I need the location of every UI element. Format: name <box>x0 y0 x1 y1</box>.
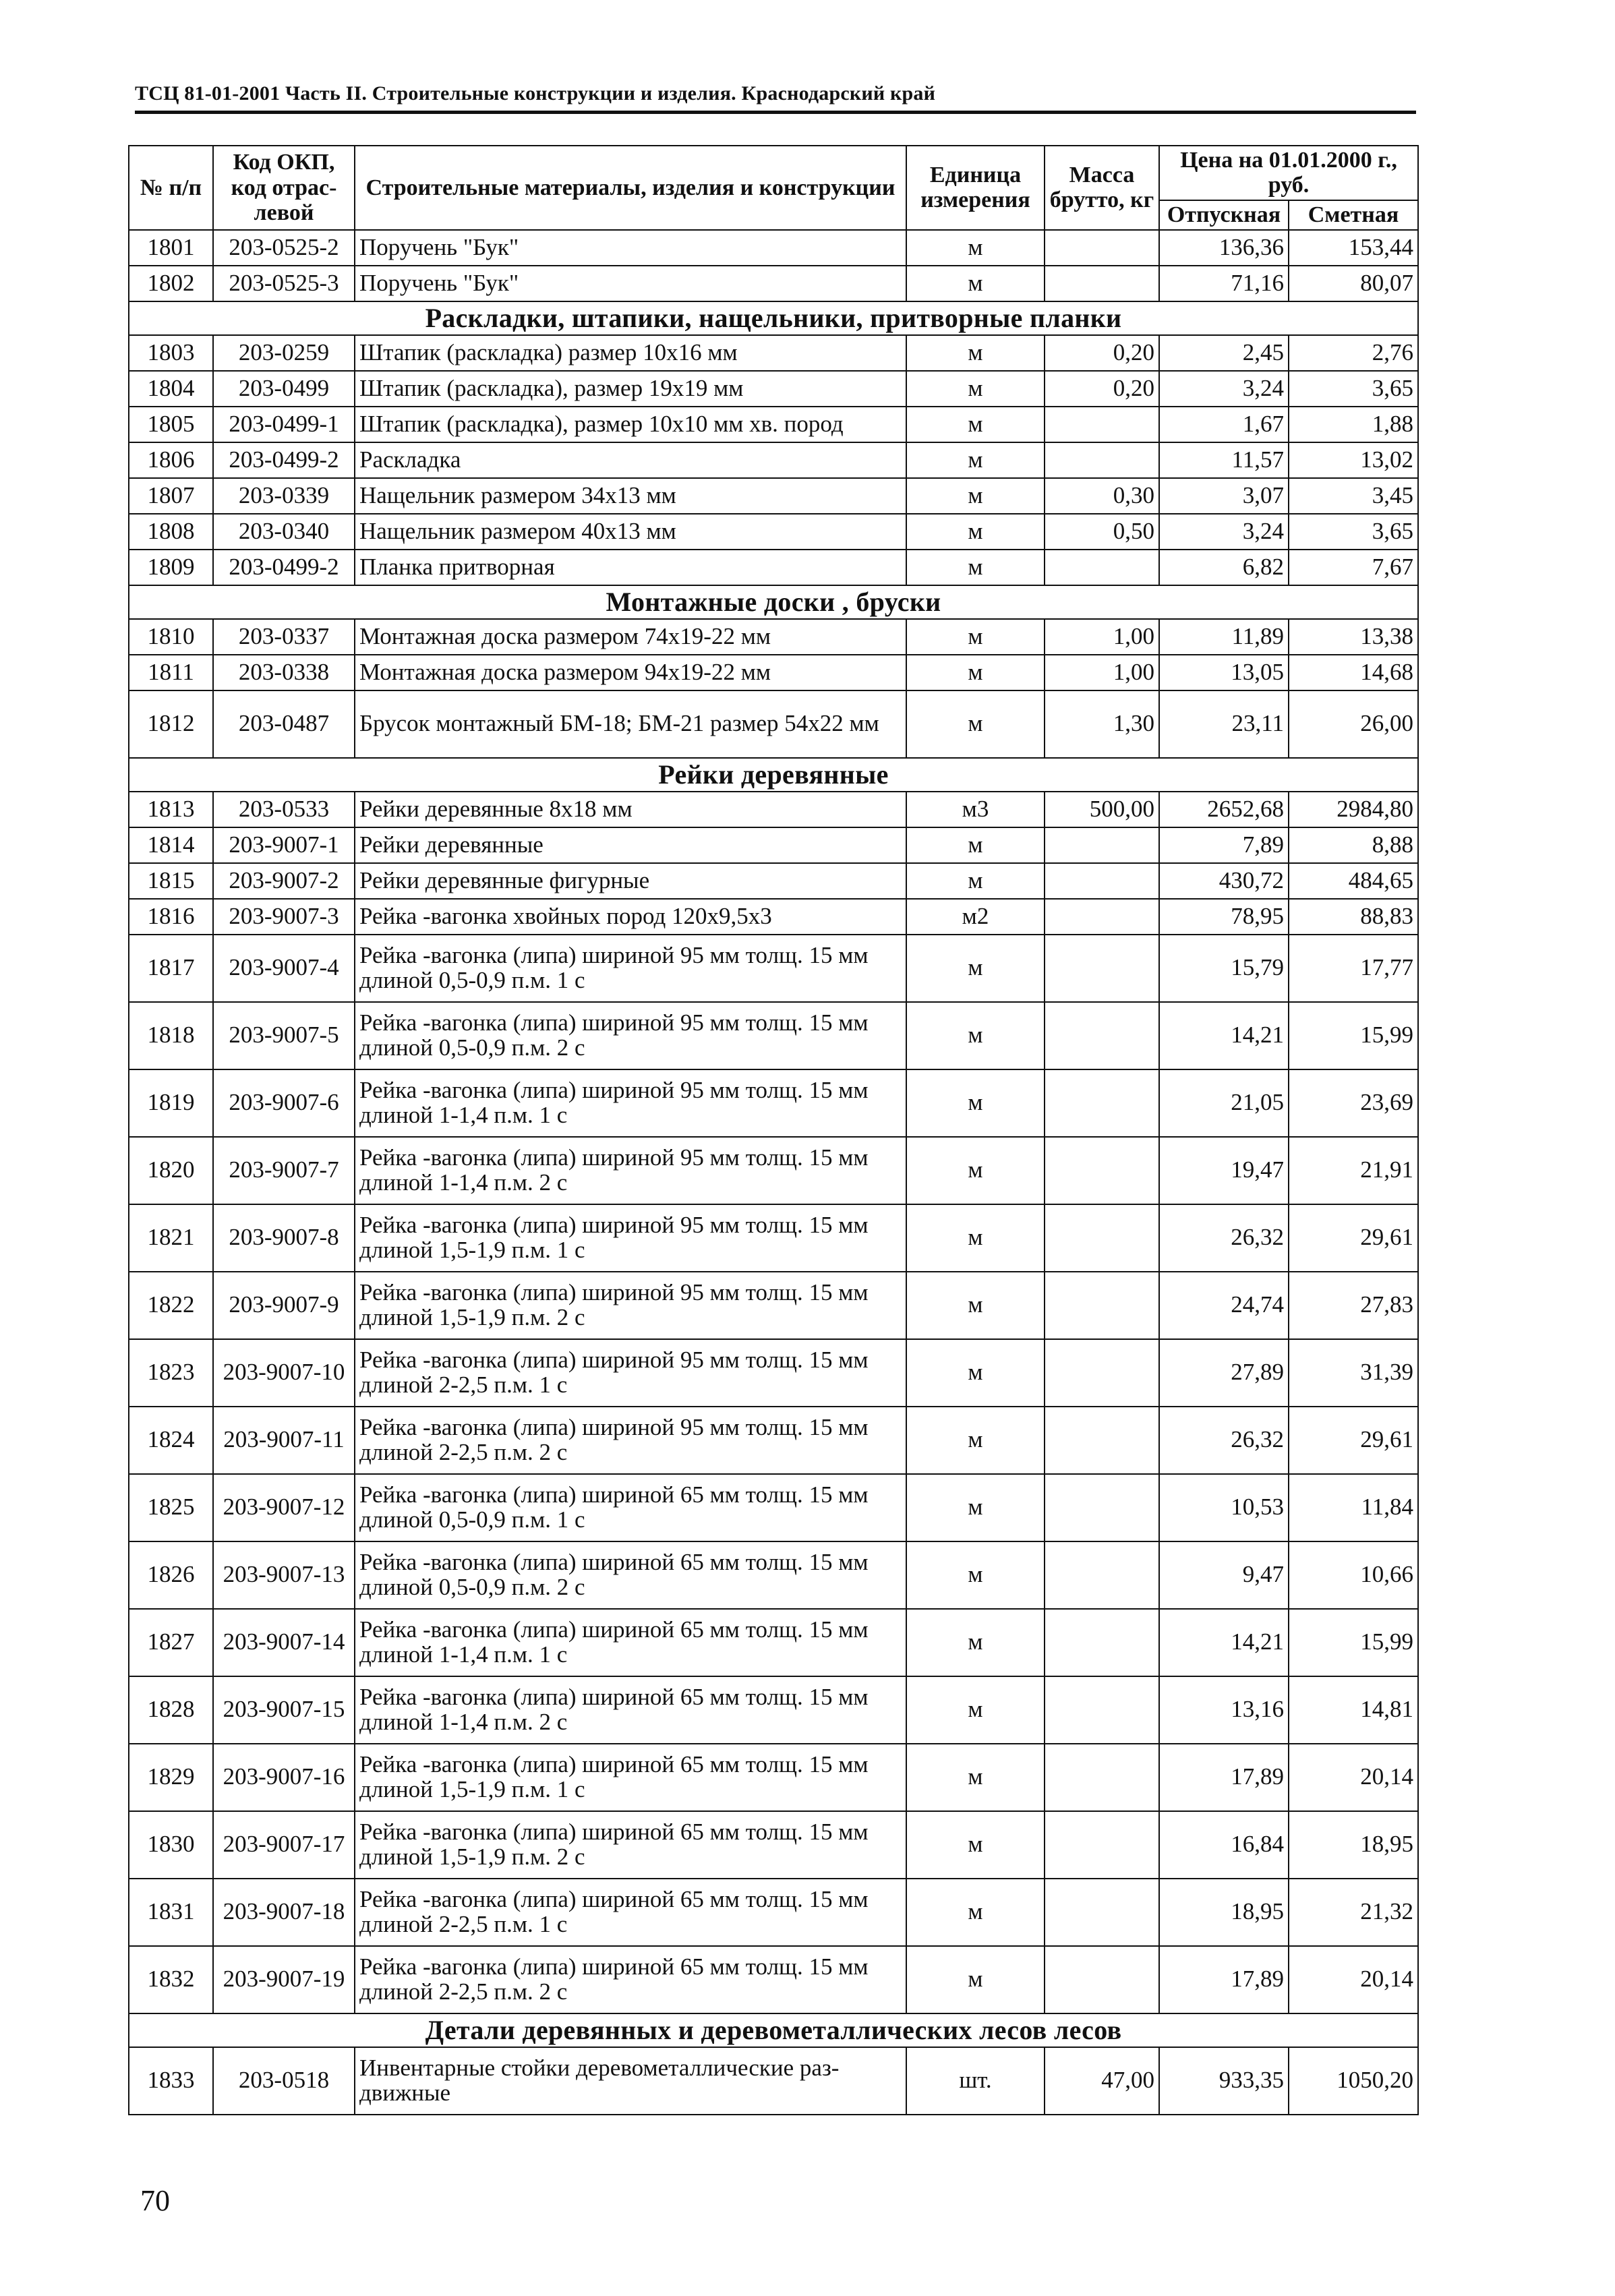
cell-mass <box>1045 1946 1159 2013</box>
section-title: Рейки деревянные <box>129 758 1418 792</box>
cell-mass: 0,30 <box>1045 478 1159 514</box>
cell-price-estimate: 153,44 <box>1289 230 1418 266</box>
table-row <box>129 1272 1418 1339</box>
cell-unit: м <box>906 619 1045 655</box>
cell-price-estimate: 11,84 <box>1289 1474 1418 1541</box>
cell-unit: м <box>906 1744 1045 1811</box>
cell-name: Поручень "Бук" <box>355 266 906 301</box>
cell-name: Рейка -вагонка (липа) шириной 65 мм толщ. 15 мм длиной 1,5-1,9 п.м. 1 с <box>355 1744 906 1811</box>
table-row <box>129 899 1418 935</box>
section-header-row <box>129 301 1418 335</box>
cell-name: Нащельник размером 34х13 мм <box>355 478 906 514</box>
cell-name: Рейка -вагонка (липа) шириной 95 мм толщ. 15 мм длиной 0,5-0,9 п.м. 1 с <box>355 935 906 1002</box>
cell-num: 1805 <box>129 407 213 442</box>
cell-price-release: 3,24 <box>1159 371 1289 407</box>
cell-code: 203-9007-14 <box>213 1609 355 1676</box>
cell-mass <box>1045 899 1159 935</box>
cell-name: Монтажная доска размером 94х19-22 мм <box>355 655 906 690</box>
cell-unit: м <box>906 1069 1045 1137</box>
cell-price-release: 27,89 <box>1159 1339 1289 1407</box>
cell-price-estimate: 18,95 <box>1289 1811 1418 1879</box>
cell-unit: м <box>906 407 1045 442</box>
cell-price-release: 933,35 <box>1159 2047 1289 2115</box>
cell-price-release: 17,89 <box>1159 1744 1289 1811</box>
cell-price-release: 10,53 <box>1159 1474 1289 1541</box>
table-row <box>129 1474 1418 1541</box>
cell-unit: м <box>906 827 1045 863</box>
cell-code: 203-9007-11 <box>213 1407 355 1474</box>
cell-unit: м <box>906 863 1045 899</box>
cell-price-release: 19,47 <box>1159 1137 1289 1204</box>
table-row <box>129 335 1418 371</box>
cell-unit: м <box>906 478 1045 514</box>
cell-unit: м <box>906 1204 1045 1272</box>
cell-num: 1819 <box>129 1069 213 1137</box>
cell-unit: м <box>906 230 1045 266</box>
table-row <box>129 935 1418 1002</box>
cell-mass: 0,20 <box>1045 371 1159 407</box>
cell-code: 203-9007-3 <box>213 899 355 935</box>
cell-mass <box>1045 1541 1159 1609</box>
cell-num: 1830 <box>129 1811 213 1879</box>
cell-price-estimate: 31,39 <box>1289 1339 1418 1407</box>
cell-price-release: 13,16 <box>1159 1676 1289 1744</box>
cell-name: Нащельник размером 40х13 мм <box>355 514 906 550</box>
cell-code: 203-0499-1 <box>213 407 355 442</box>
cell-unit: м <box>906 935 1045 1002</box>
cell-price-estimate: 88,83 <box>1289 899 1418 935</box>
table-row <box>129 478 1418 514</box>
cell-unit: м <box>906 335 1045 371</box>
cell-price-estimate: 14,81 <box>1289 1676 1418 1744</box>
cell-mass <box>1045 1744 1159 1811</box>
cell-code: 203-0338 <box>213 655 355 690</box>
cell-code: 203-9007-18 <box>213 1879 355 1946</box>
cell-price-release: 6,82 <box>1159 550 1289 585</box>
cell-name: Штапик (раскладка), размер 19х19 мм <box>355 371 906 407</box>
cell-name: Рейка -вагонка хвойных пород 120х9,5х3 <box>355 899 906 935</box>
cell-price-estimate: 80,07 <box>1289 266 1418 301</box>
cell-num: 1810 <box>129 619 213 655</box>
cell-num: 1832 <box>129 1946 213 2013</box>
cell-code: 203-9007-12 <box>213 1474 355 1541</box>
cell-code: 203-9007-15 <box>213 1676 355 1744</box>
table-body <box>129 230 1418 2115</box>
cell-mass <box>1045 827 1159 863</box>
cell-code: 203-0499-2 <box>213 550 355 585</box>
cell-unit: м <box>906 1137 1045 1204</box>
cell-name: Рейка -вагонка (липа) шириной 95 мм толщ. 15 мм длиной 1-1,4 п.м. 1 с <box>355 1069 906 1137</box>
cell-price-release: 136,36 <box>1159 230 1289 266</box>
cell-name: Рейки деревянные фигурные <box>355 863 906 899</box>
cell-mass <box>1045 266 1159 301</box>
cell-num: 1823 <box>129 1339 213 1407</box>
cell-unit: шт. <box>906 2047 1045 2115</box>
cell-num: 1802 <box>129 266 213 301</box>
cell-code: 203-0337 <box>213 619 355 655</box>
table-row <box>129 442 1418 478</box>
cell-price-estimate: 8,88 <box>1289 827 1418 863</box>
cell-num: 1816 <box>129 899 213 935</box>
cell-code: 203-0518 <box>213 2047 355 2115</box>
cell-unit: м <box>906 1272 1045 1339</box>
cell-price-estimate: 3,45 <box>1289 478 1418 514</box>
cell-mass <box>1045 863 1159 899</box>
cell-unit: м <box>906 1811 1045 1879</box>
cell-mass: 0,50 <box>1045 514 1159 550</box>
cell-unit: м <box>906 1339 1045 1407</box>
cell-name: Рейка -вагонка (липа) шириной 65 мм толщ. 15 мм длиной 0,5-0,9 п.м. 2 с <box>355 1541 906 1609</box>
cell-price-release: 23,11 <box>1159 690 1289 758</box>
cell-price-estimate: 13,38 <box>1289 619 1418 655</box>
cell-num: 1821 <box>129 1204 213 1272</box>
table-row <box>129 619 1418 655</box>
cell-code: 203-9007-13 <box>213 1541 355 1609</box>
section-title: Детали деревянных и деревометаллических лесов лесов <box>129 2013 1418 2047</box>
cell-num: 1829 <box>129 1744 213 1811</box>
table-row <box>129 1137 1418 1204</box>
cell-price-estimate: 10,66 <box>1289 1541 1418 1609</box>
cell-price-estimate: 17,77 <box>1289 935 1418 1002</box>
cell-price-release: 14,21 <box>1159 1609 1289 1676</box>
table-row <box>129 371 1418 407</box>
section-header-row <box>129 2013 1418 2047</box>
cell-price-release: 14,21 <box>1159 1002 1289 1069</box>
table-row <box>129 1609 1418 1676</box>
section-header-row <box>129 758 1418 792</box>
cell-price-estimate: 14,68 <box>1289 655 1418 690</box>
cell-name: Штапик (раскладка) размер 10х16 мм <box>355 335 906 371</box>
price-table <box>128 145 1419 2115</box>
cell-name: Рейка -вагонка (липа) шириной 95 мм толщ. 15 мм длиной 2-2,5 п.м. 1 с <box>355 1339 906 1407</box>
cell-mass <box>1045 1474 1159 1541</box>
cell-name: Рейка -вагонка (липа) шириной 65 мм толщ. 15 мм длиной 2-2,5 п.м. 2 с <box>355 1946 906 2013</box>
table-row <box>129 1811 1418 1879</box>
cell-unit: м <box>906 371 1045 407</box>
cell-unit: м <box>906 266 1045 301</box>
cell-price-estimate: 2984,80 <box>1289 792 1418 827</box>
col-header-num: № п/п <box>129 146 213 230</box>
cell-mass <box>1045 935 1159 1002</box>
cell-price-estimate: 20,14 <box>1289 1744 1418 1811</box>
cell-num: 1833 <box>129 2047 213 2115</box>
table-row <box>129 1407 1418 1474</box>
cell-code: 203-9007-9 <box>213 1272 355 1339</box>
cell-price-release: 21,05 <box>1159 1069 1289 1137</box>
cell-price-estimate: 7,67 <box>1289 550 1418 585</box>
cell-num: 1827 <box>129 1609 213 1676</box>
cell-price-estimate: 1,88 <box>1289 407 1418 442</box>
cell-mass: 1,00 <box>1045 655 1159 690</box>
table-row <box>129 827 1418 863</box>
table-row <box>129 1744 1418 1811</box>
table-row <box>129 1541 1418 1609</box>
cell-price-estimate: 15,99 <box>1289 1002 1418 1069</box>
cell-num: 1809 <box>129 550 213 585</box>
cell-price-release: 11,57 <box>1159 442 1289 478</box>
cell-price-estimate: 21,91 <box>1289 1137 1418 1204</box>
page-number: 70 <box>140 2184 170 2217</box>
cell-code: 203-9007-8 <box>213 1204 355 1272</box>
cell-code: 203-0259 <box>213 335 355 371</box>
cell-name: Рейка -вагонка (липа) шириной 65 мм толщ. 15 мм длиной 2-2,5 п.м. 1 с <box>355 1879 906 1946</box>
cell-price-release: 2652,68 <box>1159 792 1289 827</box>
table-row <box>129 1069 1418 1137</box>
section-title: Монтажные доски , бруски <box>129 585 1418 619</box>
table-row <box>129 266 1418 301</box>
table-row <box>129 1879 1418 1946</box>
cell-code: 203-9007-1 <box>213 827 355 863</box>
table-row <box>129 863 1418 899</box>
cell-price-estimate: 3,65 <box>1289 371 1418 407</box>
cell-price-estimate: 20,14 <box>1289 1946 1418 2013</box>
cell-num: 1822 <box>129 1272 213 1339</box>
cell-mass: 1,00 <box>1045 619 1159 655</box>
cell-code: 203-9007-5 <box>213 1002 355 1069</box>
cell-unit: м <box>906 1946 1045 2013</box>
cell-price-release: 26,32 <box>1159 1204 1289 1272</box>
cell-unit: м <box>906 1541 1045 1609</box>
cell-name: Брусок монтажный БМ-18; БМ-21 размер 54х22 мм <box>355 690 906 758</box>
cell-num: 1826 <box>129 1541 213 1609</box>
table-row <box>129 1339 1418 1407</box>
cell-name: Рейка -вагонка (липа) шириной 95 мм толщ. 15 мм длиной 1,5-1,9 п.м. 2 с <box>355 1272 906 1339</box>
cell-mass: 0,20 <box>1045 335 1159 371</box>
cell-num: 1817 <box>129 935 213 1002</box>
cell-price-estimate: 15,99 <box>1289 1609 1418 1676</box>
cell-unit: м <box>906 1002 1045 1069</box>
cell-code: 203-0499 <box>213 371 355 407</box>
cell-num: 1814 <box>129 827 213 863</box>
cell-num: 1804 <box>129 371 213 407</box>
cell-mass <box>1045 1272 1159 1339</box>
cell-code: 203-9007-2 <box>213 863 355 899</box>
cell-price-estimate: 29,61 <box>1289 1204 1418 1272</box>
cell-price-release: 1,67 <box>1159 407 1289 442</box>
cell-num: 1824 <box>129 1407 213 1474</box>
cell-code: 203-9007-16 <box>213 1744 355 1811</box>
cell-mass <box>1045 1676 1159 1744</box>
cell-price-release: 9,47 <box>1159 1541 1289 1609</box>
col-header-mass: Масса брутто, кг <box>1045 146 1159 230</box>
cell-num: 1813 <box>129 792 213 827</box>
cell-price-estimate: 26,00 <box>1289 690 1418 758</box>
section-header-row <box>129 585 1418 619</box>
cell-name: Раскладка <box>355 442 906 478</box>
cell-unit: м <box>906 1609 1045 1676</box>
running-header: ТСЦ 81-01-2001 Часть II. Строительные конструкции и изделия. Краснодарский край <box>135 82 936 105</box>
cell-price-release: 7,89 <box>1159 827 1289 863</box>
cell-price-estimate: 29,61 <box>1289 1407 1418 1474</box>
cell-name: Планка притворная <box>355 550 906 585</box>
cell-mass <box>1045 1069 1159 1137</box>
cell-code: 203-9007-7 <box>213 1137 355 1204</box>
cell-price-release: 26,32 <box>1159 1407 1289 1474</box>
cell-unit: м <box>906 1879 1045 1946</box>
cell-mass: 500,00 <box>1045 792 1159 827</box>
cell-num: 1828 <box>129 1676 213 1744</box>
cell-price-release: 18,95 <box>1159 1879 1289 1946</box>
cell-num: 1811 <box>129 655 213 690</box>
cell-mass <box>1045 1811 1159 1879</box>
cell-unit: м <box>906 655 1045 690</box>
cell-unit: м2 <box>906 899 1045 935</box>
cell-unit: м <box>906 442 1045 478</box>
col-header-price-release: Отпускная <box>1159 200 1289 230</box>
cell-price-release: 2,45 <box>1159 335 1289 371</box>
cell-mass <box>1045 1137 1159 1204</box>
cell-name: Рейка -вагонка (липа) шириной 65 мм толщ. 15 мм длиной 1-1,4 п.м. 1 с <box>355 1609 906 1676</box>
cell-price-release: 16,84 <box>1159 1811 1289 1879</box>
cell-code: 203-9007-10 <box>213 1339 355 1407</box>
cell-mass <box>1045 1204 1159 1272</box>
cell-price-estimate: 27,83 <box>1289 1272 1418 1339</box>
cell-num: 1825 <box>129 1474 213 1541</box>
cell-num: 1806 <box>129 442 213 478</box>
table-row <box>129 407 1418 442</box>
cell-unit: м <box>906 514 1045 550</box>
cell-name: Монтажная доска размером 74х19-22 мм <box>355 619 906 655</box>
cell-code: 203-9007-19 <box>213 1946 355 2013</box>
cell-price-release: 3,24 <box>1159 514 1289 550</box>
col-header-price: Цена на 01.01.2000 г., руб. <box>1159 146 1418 200</box>
cell-num: 1812 <box>129 690 213 758</box>
cell-price-estimate: 2,76 <box>1289 335 1418 371</box>
table-row <box>129 1676 1418 1744</box>
cell-price-release: 430,72 <box>1159 863 1289 899</box>
cell-mass <box>1045 1609 1159 1676</box>
section-title: Раскладки, штапики, нащельники, притворные планки <box>129 301 1418 335</box>
cell-num: 1831 <box>129 1879 213 1946</box>
cell-code: 203-0339 <box>213 478 355 514</box>
table-row <box>129 690 1418 758</box>
cell-price-estimate: 484,65 <box>1289 863 1418 899</box>
table-row <box>129 1204 1418 1272</box>
cell-mass: 47,00 <box>1045 2047 1159 2115</box>
cell-name: Рейка -вагонка (липа) шириной 95 мм толщ. 15 мм длиной 1-1,4 п.м. 2 с <box>355 1137 906 1204</box>
cell-mass <box>1045 1339 1159 1407</box>
cell-code: 203-0533 <box>213 792 355 827</box>
col-header-price-estimate: Сметная <box>1289 200 1418 230</box>
cell-code: 203-9007-17 <box>213 1811 355 1879</box>
header-rule <box>135 111 1416 114</box>
table-row <box>129 230 1418 266</box>
cell-name: Рейки деревянные <box>355 827 906 863</box>
cell-price-estimate: 23,69 <box>1289 1069 1418 1137</box>
cell-price-release: 3,07 <box>1159 478 1289 514</box>
cell-unit: м <box>906 550 1045 585</box>
table-row <box>129 2047 1418 2115</box>
table-row <box>129 655 1418 690</box>
cell-price-release: 71,16 <box>1159 266 1289 301</box>
cell-name: Рейка -вагонка (липа) шириной 65 мм толщ. 15 мм длиной 1,5-1,9 п.м. 2 с <box>355 1811 906 1879</box>
cell-price-release: 78,95 <box>1159 899 1289 935</box>
cell-price-estimate: 1050,20 <box>1289 2047 1418 2115</box>
cell-mass <box>1045 550 1159 585</box>
table-row <box>129 550 1418 585</box>
cell-name: Рейка -вагонка (липа) шириной 95 мм толщ. 15 мм длиной 2-2,5 п.м. 2 с <box>355 1407 906 1474</box>
cell-mass <box>1045 1002 1159 1069</box>
cell-price-release: 15,79 <box>1159 935 1289 1002</box>
cell-code: 203-0525-3 <box>213 266 355 301</box>
cell-price-estimate: 3,65 <box>1289 514 1418 550</box>
cell-code: 203-0499-2 <box>213 442 355 478</box>
cell-name: Инвентарные стойки деревометаллические раз-движные <box>355 2047 906 2115</box>
cell-name: Рейки деревянные 8х18 мм <box>355 792 906 827</box>
cell-mass <box>1045 230 1159 266</box>
table-row <box>129 792 1418 827</box>
cell-mass <box>1045 442 1159 478</box>
cell-unit: м <box>906 1474 1045 1541</box>
cell-num: 1808 <box>129 514 213 550</box>
cell-name: Поручень "Бук" <box>355 230 906 266</box>
col-header-code: Код ОКП, код отрас-левой <box>213 146 355 230</box>
cell-code: 203-0487 <box>213 690 355 758</box>
cell-unit: м <box>906 1676 1045 1744</box>
table-row <box>129 514 1418 550</box>
col-header-name: Строительные материалы, изделия и конструкции <box>355 146 906 230</box>
cell-num: 1815 <box>129 863 213 899</box>
cell-mass <box>1045 1879 1159 1946</box>
cell-name: Штапик (раскладка), размер 10х10 мм хв. пород <box>355 407 906 442</box>
cell-code: 203-9007-4 <box>213 935 355 1002</box>
cell-num: 1807 <box>129 478 213 514</box>
cell-num: 1820 <box>129 1137 213 1204</box>
table-row <box>129 1946 1418 2013</box>
cell-unit: м <box>906 690 1045 758</box>
cell-num: 1818 <box>129 1002 213 1069</box>
cell-name: Рейка -вагонка (липа) шириной 95 мм толщ. 15 мм длиной 0,5-0,9 п.м. 2 с <box>355 1002 906 1069</box>
cell-price-release: 24,74 <box>1159 1272 1289 1339</box>
cell-price-release: 17,89 <box>1159 1946 1289 2013</box>
cell-code: 203-0525-2 <box>213 230 355 266</box>
cell-num: 1801 <box>129 230 213 266</box>
cell-code: 203-9007-6 <box>213 1069 355 1137</box>
cell-name: Рейка -вагонка (липа) шириной 65 мм толщ. 15 мм длиной 0,5-0,9 п.м. 1 с <box>355 1474 906 1541</box>
cell-unit: м <box>906 1407 1045 1474</box>
cell-code: 203-0340 <box>213 514 355 550</box>
cell-num: 1803 <box>129 335 213 371</box>
table-row <box>129 1002 1418 1069</box>
cell-mass: 1,30 <box>1045 690 1159 758</box>
cell-price-estimate: 13,02 <box>1289 442 1418 478</box>
cell-mass <box>1045 407 1159 442</box>
cell-price-release: 13,05 <box>1159 655 1289 690</box>
cell-name: Рейка -вагонка (липа) шириной 65 мм толщ. 15 мм длиной 1-1,4 п.м. 2 с <box>355 1676 906 1744</box>
cell-unit: м3 <box>906 792 1045 827</box>
cell-price-release: 11,89 <box>1159 619 1289 655</box>
col-header-unit: Единица измерения <box>906 146 1045 230</box>
cell-mass <box>1045 1407 1159 1474</box>
cell-name: Рейка -вагонка (липа) шириной 95 мм толщ. 15 мм длиной 1,5-1,9 п.м. 1 с <box>355 1204 906 1272</box>
cell-price-estimate: 21,32 <box>1289 1879 1418 1946</box>
